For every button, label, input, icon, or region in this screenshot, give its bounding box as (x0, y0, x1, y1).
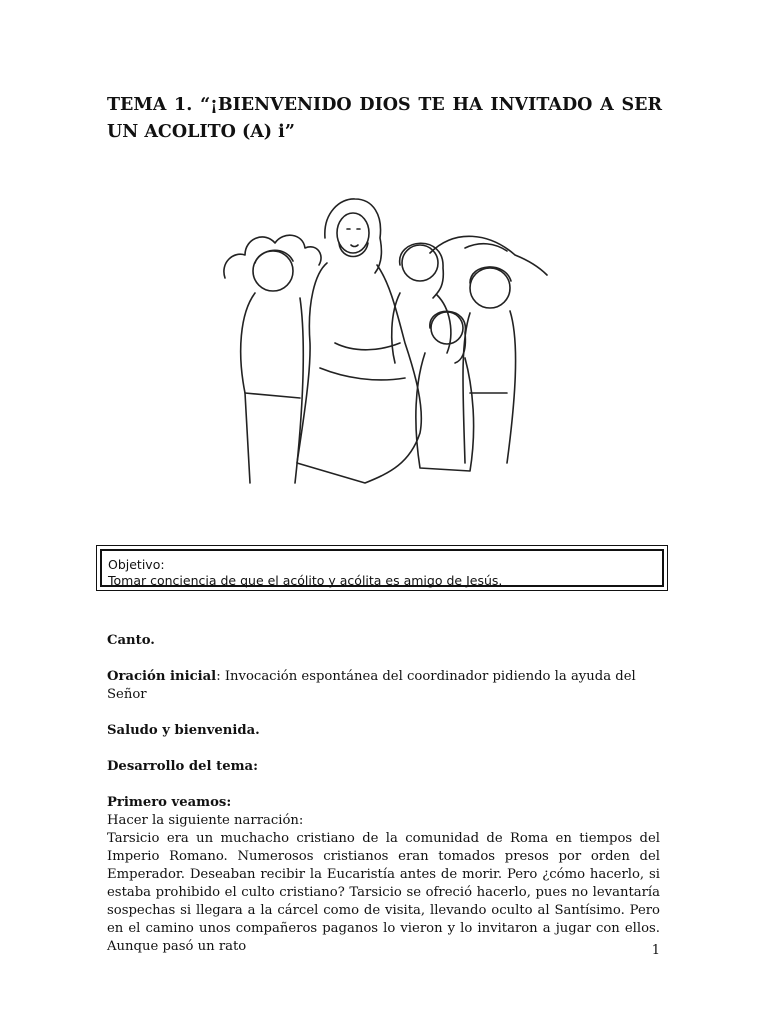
oracion-label: Oración inicial (107, 669, 217, 684)
jesus-robe (297, 263, 421, 483)
oracion-paragraph (107, 668, 660, 704)
objective-text: Tomar conciencia de que el acólito y acólita es amigo de Jesús. (108, 573, 503, 588)
jesus-with-children-illustration-icon (215, 193, 550, 490)
body-text (107, 632, 660, 956)
girl-center-head (402, 245, 438, 281)
cloud-outline (224, 235, 321, 278)
hill-outline (430, 236, 547, 275)
desarrollo-heading: Desarrollo del tema: (107, 759, 258, 774)
narracion-intro: Hacer la siguiente narración: (107, 813, 304, 828)
girl-front-head (431, 312, 463, 344)
boy-right-head (470, 268, 510, 308)
objective-box (96, 545, 668, 591)
canto-heading: Canto. (107, 633, 155, 648)
page-number: 1 (651, 943, 660, 958)
objective-inner (100, 549, 664, 587)
jesus-hair (325, 199, 382, 273)
objective-label: Objetivo: (108, 557, 165, 572)
primero-heading: Primero veamos: (107, 795, 232, 810)
narracion-paragraph: Tarsicio era un muchacho cristiano de la comunidad de Roma en tiempos del Imperio Romano. Numerosos cristianos eran tomados presos por orden del Emperador. Deseaban recibir la Eucaristía antes de morir. Pero ¿cómo hacerlo, si estaba prohibido el culto cristiano? Tarsicio se ofreció hacerlo, pues no levantaría sospechas si llegara a la cárcel como de visita, llevando oculto al Santísimo. Pero en el camino unos compañeros paganos lo vieron y lo invitaron a jugar con ellos. Aunque pasó un rato (107, 831, 660, 954)
page-title: TEMA 1. “¡BIENVENIDO DIOS TE HA INVITADO A SER UN ACOLITO (A) i” (107, 95, 662, 142)
saludo-heading: Saludo y bienvenida. (107, 723, 260, 738)
boy-left-body (241, 293, 304, 483)
oracion-text: : Invocación espontánea del coordinador pidiendo la ayuda del Señor (107, 669, 636, 702)
